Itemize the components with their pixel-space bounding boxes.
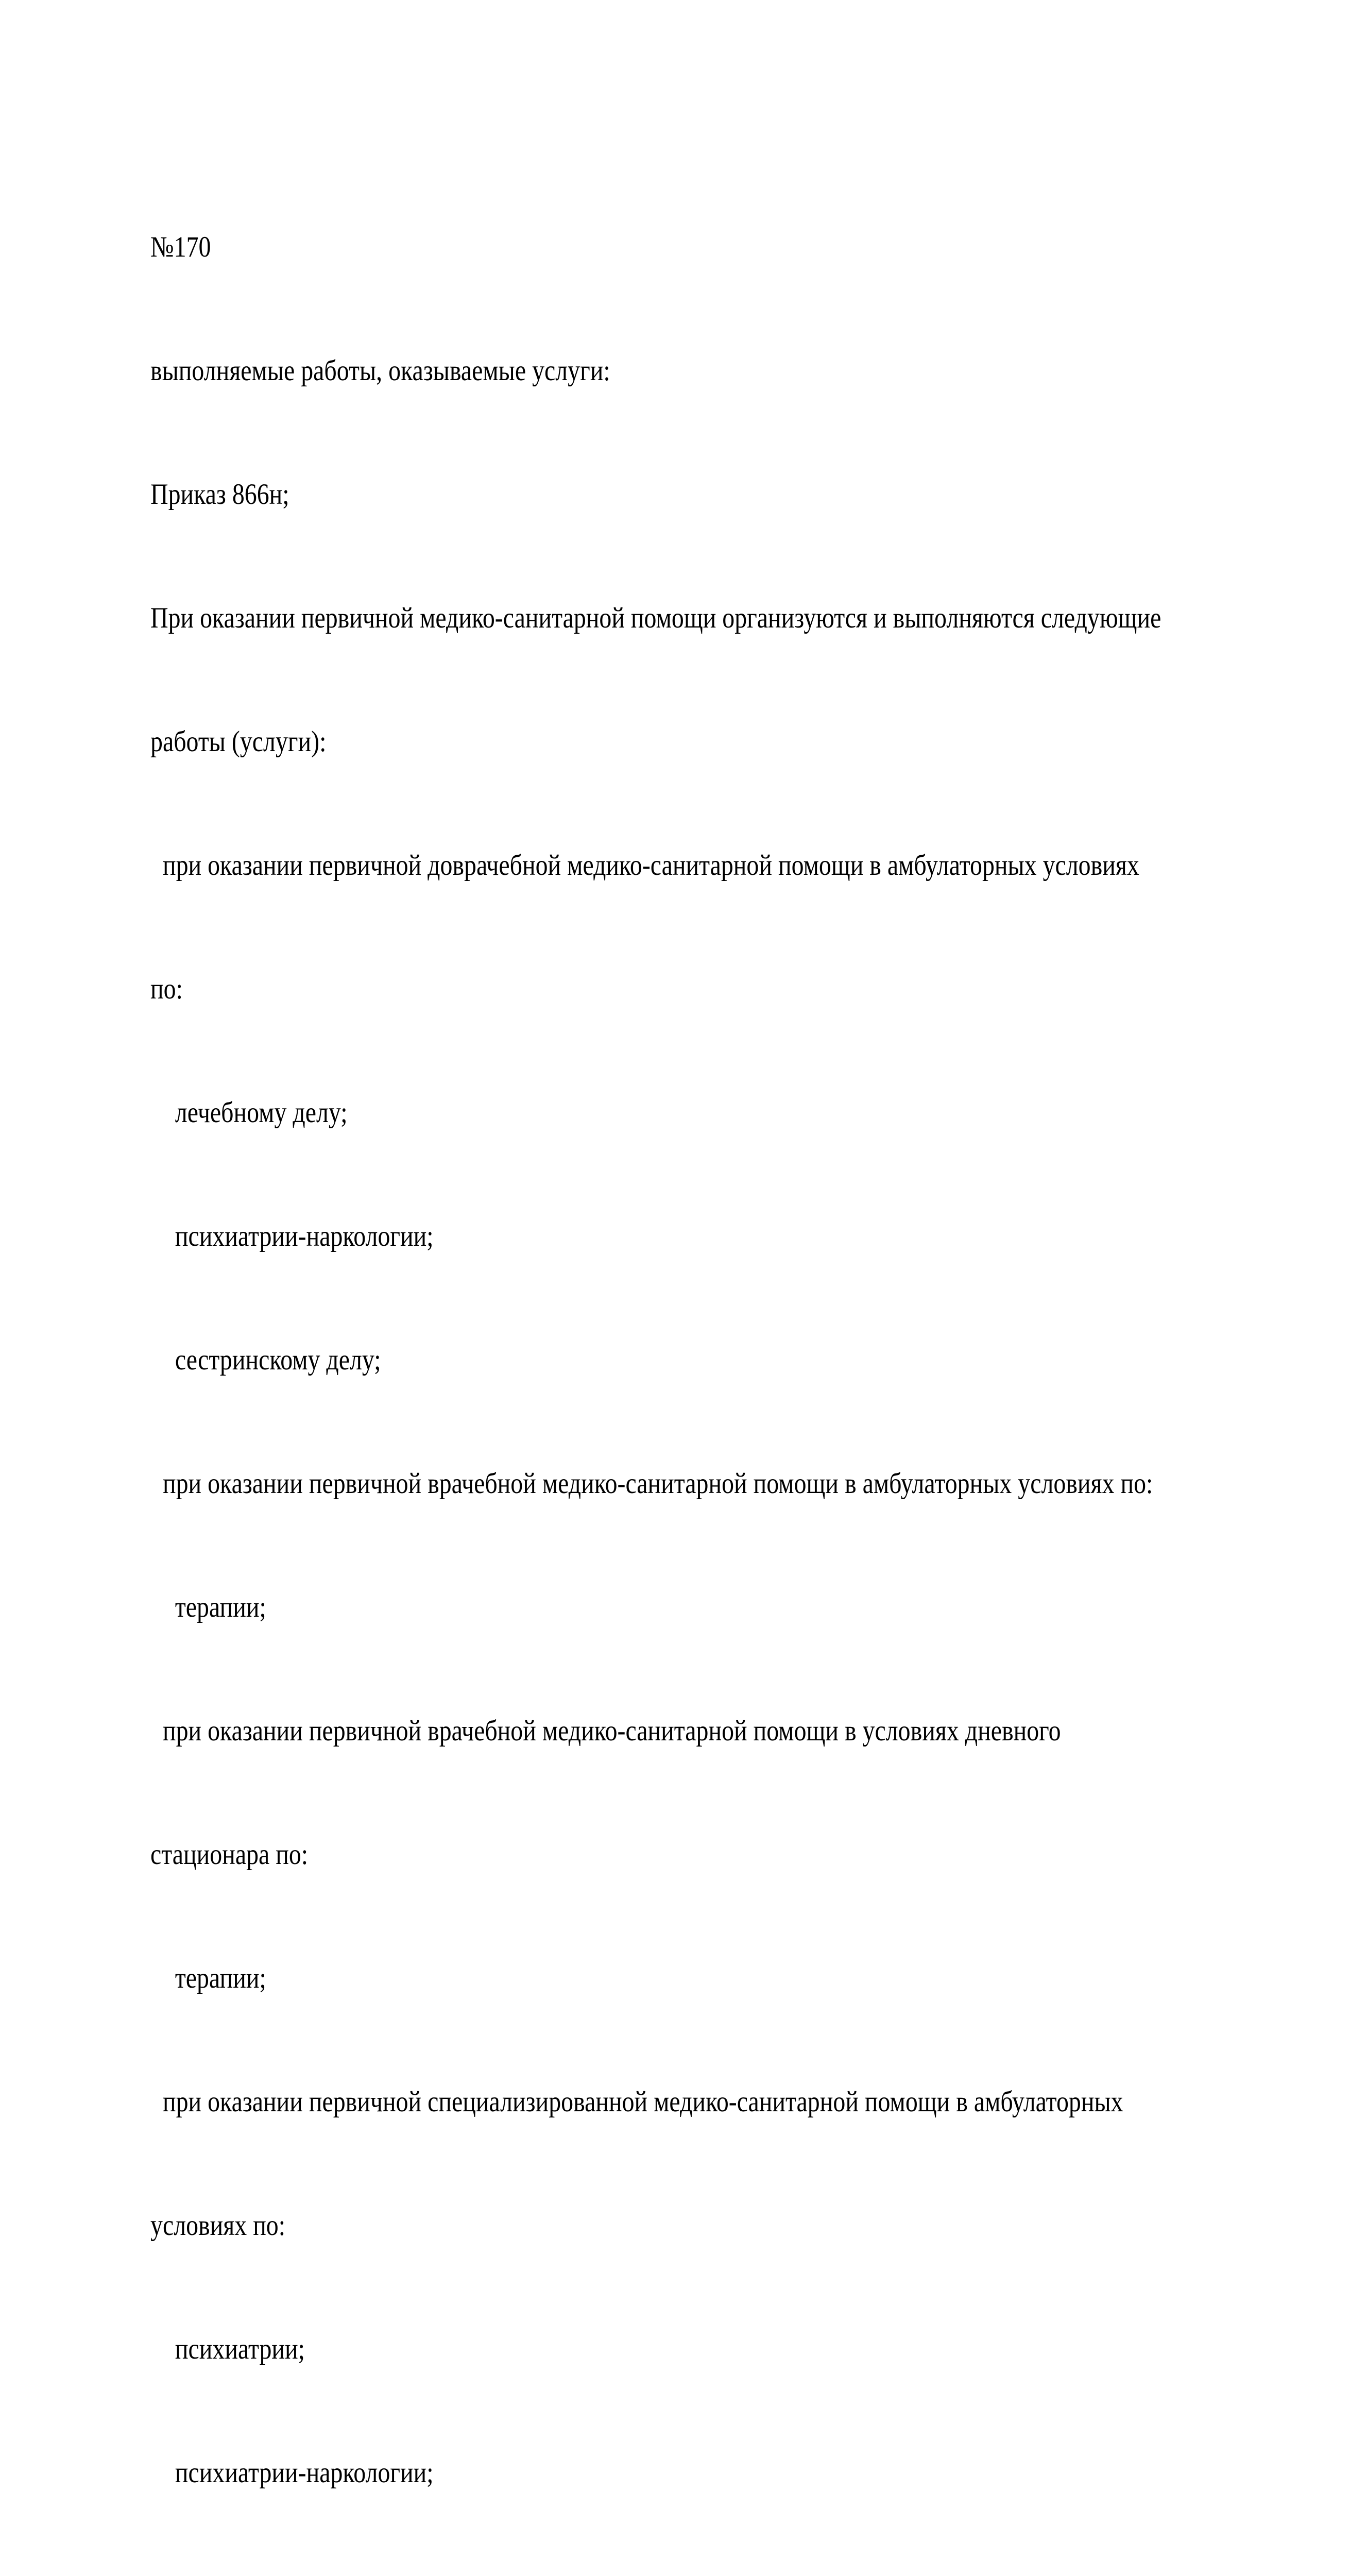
text-line: по:	[150, 973, 183, 1005]
text-line: психиатрии-наркологии;	[150, 1220, 434, 1252]
text-line: психиатрии;	[150, 2333, 305, 2365]
text-line: выполняемые работы, оказываемые услуги:	[150, 354, 610, 387]
text-line: условиях по:	[150, 2209, 286, 2242]
text-line: Приказ 866н;	[150, 478, 289, 511]
text-line: сестринскому делу;	[150, 1344, 381, 1376]
text-line: при оказании первичной врачебной медико-санитарной помощи в амбулаторных условиях по:	[150, 1467, 1153, 1500]
text-line: При оказании первичной медико-санитарной помощи организуются и выполняются следующие	[150, 602, 1161, 634]
text-line: работы (услуги):	[150, 725, 327, 758]
text-line: терапии;	[150, 1962, 266, 1994]
text-line: стационара по:	[150, 1838, 309, 1871]
license-text-block	[150, 108, 1367, 2576]
text-line: №170	[150, 231, 211, 263]
text-line: терапии;	[150, 1591, 266, 1623]
text-line: при оказании первичной врачебной медико-санитарной помощи в условиях дневного	[150, 1715, 1061, 1747]
text-line: лечебному делу;	[150, 1096, 348, 1129]
text-line: при оказании первичной доврачебной медико-санитарной помощи в амбулаторных условиях	[150, 849, 1139, 882]
text-line: психиатрии-наркологии;	[150, 2456, 434, 2489]
text-line: при оказании первичной специализированной медико-санитарной помощи в амбулаторных	[150, 2086, 1123, 2118]
